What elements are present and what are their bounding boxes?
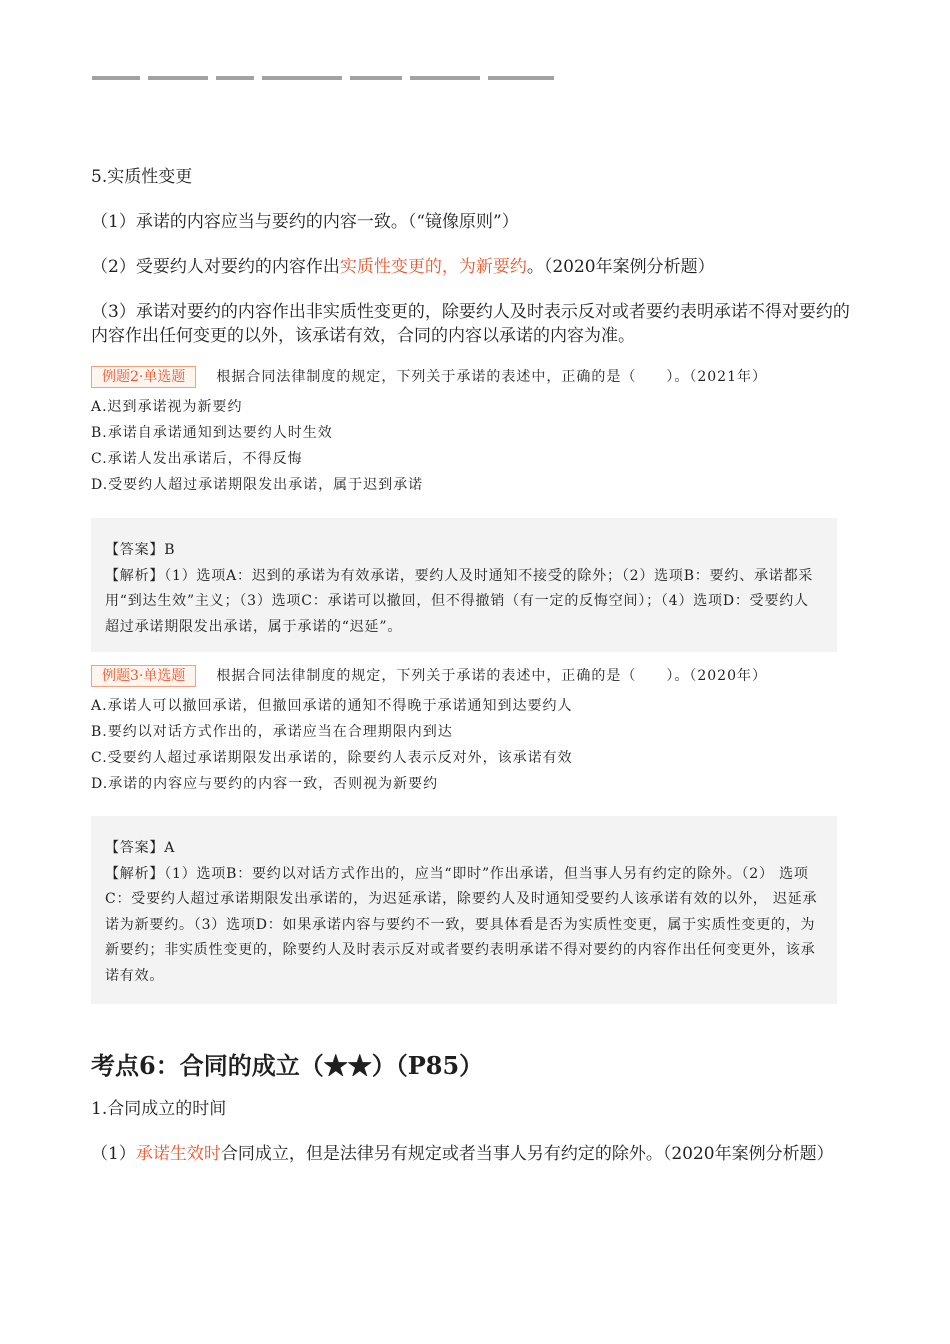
- answer-line: 【答案】B: [105, 542, 176, 558]
- example-tag: 例题2·单选题: [91, 366, 196, 388]
- section-5-paragraph-3: （3）承诺对要约的内容作出非实质性变更的，除要约人及时表示反对或者要约表明承诺不得对要约的内容作出任何变更的以外，该承诺有效，合同的内容以承诺的内容为准。: [91, 302, 850, 346]
- point-6-paragraph-1: [91, 1142, 860, 1166]
- cropped-text-strip: [92, 74, 554, 82]
- option-b: B.要约以对话方式作出的，承诺应当在合理期限内到达: [91, 724, 453, 740]
- answer-box-example-3: [91, 816, 837, 1004]
- question-stem: 根据合同法律制度的规定，下列关于承诺的表述中，正确的是（ ）。（2021年）: [216, 369, 767, 385]
- paragraph-rest: 合同成立，但是法律另有规定或者当事人另有约定的除外。（2020年案例分析题）: [220, 1144, 834, 1164]
- paragraph-2-text: （2）受要约人对要约的内容作出: [91, 257, 340, 277]
- analysis-text: 【解析】（1）选项B：要约以对话方式作出的，应当“即时”作出承诺，但当事人另有约定的除外。（2） 选项C：受要约人超过承诺期限发出承诺的，为迟延承诺，除要约人及时通知受要约人该承诺有效的以外， 迟延承诺为新要约。（3）选项D：如果承诺内容与要约不一致，要具体看是否为实质性变更，属于实质性变更的，为新要约；非实质性变更的，除要约人及时表示反对或者要约表明承诺不得对要约的内容作出任何变更外，该承诺有效。: [105, 865, 818, 984]
- point-6-subtitle: 1.合同成立的时间: [91, 1099, 227, 1119]
- option-a: A.承诺人可以撤回承诺，但撤回承诺的通知不得晚于承诺通知到达要约人: [91, 698, 573, 714]
- example-3-header: [91, 665, 767, 687]
- highlight-text: 实质性变更的，为新要约: [339, 257, 527, 277]
- example-tag: 例题3·单选题: [91, 665, 196, 687]
- answer-box-example-2: [91, 518, 837, 652]
- section-title-5: 5.实质性变更: [91, 167, 193, 187]
- analysis-text: 【解析】（1）选项A：迟到的承诺为有效承诺，要约人及时通知不接受的除外；（2）选项B：要约、承诺都采用“到达生效”主义；（3）选项C：承诺可以撤回，但不得撤销（有一定的反悔空间）；（4）选项D：受要约人超过承诺期限发出承诺，属于承诺的“迟延”。: [105, 567, 814, 635]
- example-2-header: [91, 366, 767, 388]
- highlight-text: 承诺生效时: [135, 1144, 221, 1164]
- question-stem: 根据合同法律制度的规定，下列关于承诺的表述中，正确的是（ ）。（2020年）: [216, 668, 767, 684]
- paragraph-prefix: （1）: [91, 1144, 136, 1164]
- option-c: C.承诺人发出承诺后，不得反悔: [91, 451, 303, 467]
- point-6-heading: 考点6：合同的成立（★★）（P85）: [91, 1051, 484, 1080]
- answer-line: 【答案】A: [105, 840, 176, 856]
- option-c: C.受要约人超过承诺期限发出承诺的，除要约人表示反对外，该承诺有效: [91, 750, 573, 766]
- option-a: A.迟到承诺视为新要约: [91, 399, 243, 415]
- option-d: D.受要约人超过承诺期限发出承诺，属于迟到承诺: [91, 477, 424, 493]
- option-d: D.承诺的内容应与要约的内容一致，否则视为新要约: [91, 776, 439, 792]
- section-5-paragraph-1: （1）承诺的内容应当与要约的内容一致。（“镜像原则”）: [91, 212, 519, 232]
- section-5-paragraph-2: [91, 255, 860, 279]
- paragraph-2-source: 。（2020年案例分析题）: [526, 257, 715, 277]
- option-b: B.承诺自承诺通知到达要约人时生效: [91, 425, 333, 441]
